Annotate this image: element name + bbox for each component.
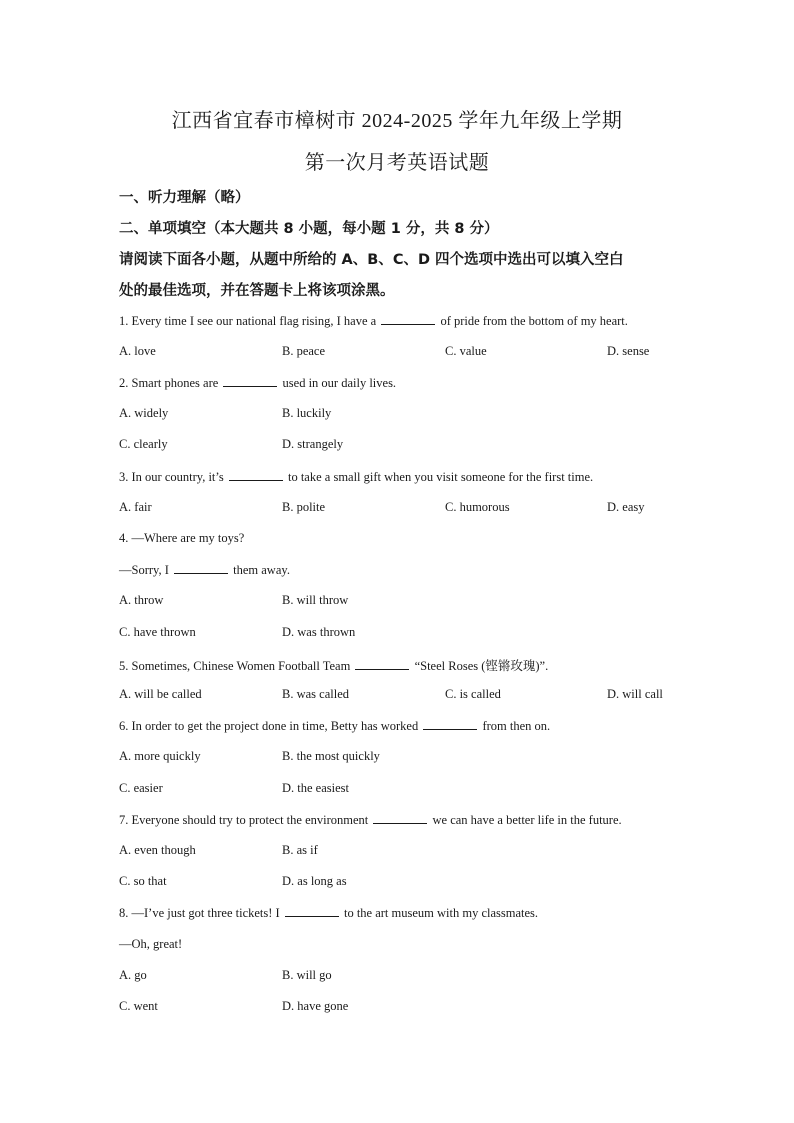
question-5-option-c: C. is called [445, 687, 501, 701]
question-1-stem-start: 1. Every time I see our national flag rising, I have a [119, 314, 377, 328]
question-8-reply: —Oh, great! [119, 937, 183, 951]
question-7 [119, 812, 622, 828]
exam-title-line-2: 第一次月考英语试题 [304, 152, 490, 174]
question-6-option-a: A. more quickly [119, 749, 201, 763]
question-3-option-c: C. humorous [445, 500, 510, 514]
question-4-reply-start: —Sorry, I [119, 563, 169, 577]
question-1 [119, 313, 628, 329]
exam-title-line-1: 江西省宜春市樟树市 2024-2025 学年九年级上学期 [171, 110, 623, 132]
question-3-option-b: B. polite [282, 500, 326, 514]
question-5-option-b: B. was called [282, 687, 349, 701]
question-7-option-d: D. as long as [282, 874, 347, 888]
question-2-stem-end: used in our daily lives. [282, 376, 397, 390]
question-5-stem-end: “Steel Roses (铿锵玫瑰)”. [414, 659, 549, 673]
question-4-reply [119, 562, 290, 578]
section-listening-heading: 一、听力理解（略） [119, 190, 250, 206]
question-2-option-d: D. strangely [282, 437, 344, 451]
question-8 [119, 905, 538, 921]
question-6-option-b: B. the most quickly [282, 749, 380, 763]
question-4-option-c: C. have thrown [119, 625, 196, 639]
question-4: 4. —Where are my toys? [119, 531, 245, 545]
question-5 [119, 656, 548, 674]
question-7-stem-end: we can have a better life in the future. [432, 813, 622, 827]
question-6-option-c: C. easier [119, 781, 163, 795]
question-3-stem-end: to take a small gift when you visit someone for the first time. [287, 470, 594, 484]
question-5-stem-start: 5. Sometimes, Chinese Women Football Team [119, 659, 351, 673]
answer-blank [285, 905, 339, 917]
question-3-option-d: D. easy [607, 500, 645, 514]
answer-blank [381, 313, 435, 325]
question-8-stem-end: to the art museum with my classmates. [343, 906, 539, 920]
question-2-option-b: B. luckily [282, 406, 332, 420]
question-1-option-b: B. peace [282, 344, 326, 358]
question-2-stem-start: 2. Smart phones are [119, 376, 219, 390]
question-5-option-a: A. will be called [119, 687, 202, 701]
answer-blank [223, 375, 277, 387]
question-2-option-c: C. clearly [119, 437, 168, 451]
question-4-option-a: A. throw [119, 593, 164, 607]
question-1-stem-end: of pride from the bottom of my heart. [440, 314, 628, 328]
answer-blank [423, 718, 477, 730]
question-2-option-a: A. widely [119, 406, 169, 420]
question-6-option-d: D. the easiest [282, 781, 349, 795]
question-1-option-a: A. love [119, 344, 156, 358]
instruction-line-1: 请阅读下面各小题，从题中所给的 A、B、C、D 四个选项中选出可以填入空白 [119, 252, 624, 268]
question-8-option-a: A. go [119, 968, 147, 982]
question-2 [119, 375, 396, 391]
answer-blank [174, 562, 228, 574]
question-7-option-a: A. even though [119, 843, 196, 857]
question-7-option-b: B. as if [282, 843, 318, 857]
question-8-option-b: B. will go [282, 968, 332, 982]
question-3-stem-start: 3. In our country, it’s [119, 470, 224, 484]
question-5-option-d: D. will call [607, 687, 663, 701]
question-8-option-d: D. have gone [282, 999, 349, 1013]
instruction-line-2: 处的最佳选项，并在答题卡上将该项涂黑。 [119, 283, 395, 299]
question-7-option-c: C. so that [119, 874, 167, 888]
question-6 [119, 718, 550, 734]
question-8-stem-start: 8. —I’ve just got three tickets! I [119, 906, 280, 920]
question-1-option-d: D. sense [607, 344, 650, 358]
answer-blank [229, 469, 283, 481]
question-6-stem-start: 6. In order to get the project done in time, Betty has worked [119, 719, 419, 733]
answer-blank [373, 812, 427, 824]
question-3 [119, 469, 593, 485]
question-8-option-c: C. went [119, 999, 158, 1013]
question-4-reply-end: them away. [233, 563, 290, 577]
question-1-option-c: C. value [445, 344, 487, 358]
question-7-stem-start: 7. Everyone should try to protect the environment [119, 813, 369, 827]
answer-blank [355, 658, 409, 670]
question-4-option-b: B. will throw [282, 593, 349, 607]
question-6-stem-end: from then on. [482, 719, 551, 733]
section-multiple-choice-heading: 二、单项填空（本大题共 8 小题，每小题 1 分，共 8 分） [119, 221, 499, 237]
question-3-option-a: A. fair [119, 500, 152, 514]
question-4-option-d: D. was thrown [282, 625, 356, 639]
